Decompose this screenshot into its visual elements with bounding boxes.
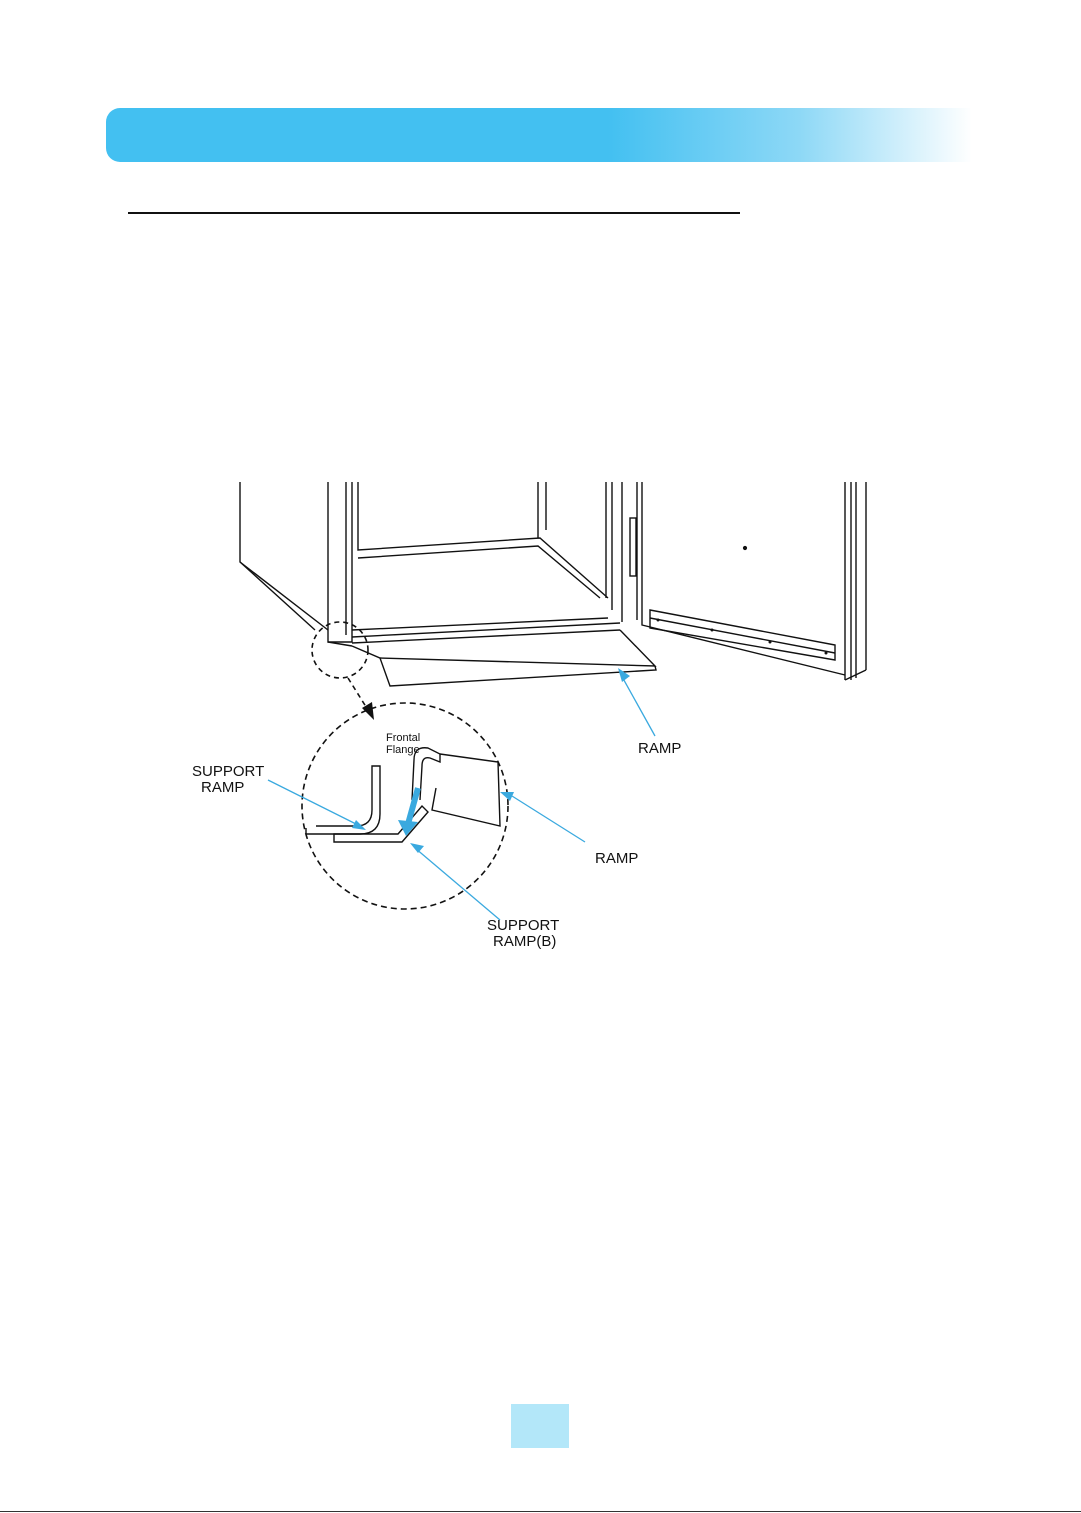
footer-rule — [0, 1511, 1081, 1512]
callout-ramp-overview: RAMP — [638, 740, 682, 757]
cabinet-line-art — [240, 482, 866, 686]
callout-leaders — [268, 673, 655, 920]
callout-support-ramp-line2: RAMP — [201, 779, 245, 796]
callout-frontal-flange-line2: Flange — [386, 744, 420, 756]
callout-support-ramp-line1: SUPPORT — [192, 763, 265, 780]
callout-support-ramp-b-line1: SUPPORT — [487, 917, 560, 934]
page-number-box — [511, 1404, 569, 1448]
ramp-installation-figure — [0, 470, 1081, 970]
detail-pointer-line — [348, 678, 368, 710]
installation-drawing — [0, 470, 1081, 970]
section-header-bar — [106, 108, 972, 162]
callout-ramp-detail: RAMP — [595, 850, 639, 867]
section-title-underline — [128, 212, 740, 214]
callout-support-ramp-b-line2: RAMP(B) — [493, 933, 557, 950]
callout-frontal-flange-line1: Frontal — [386, 732, 421, 744]
